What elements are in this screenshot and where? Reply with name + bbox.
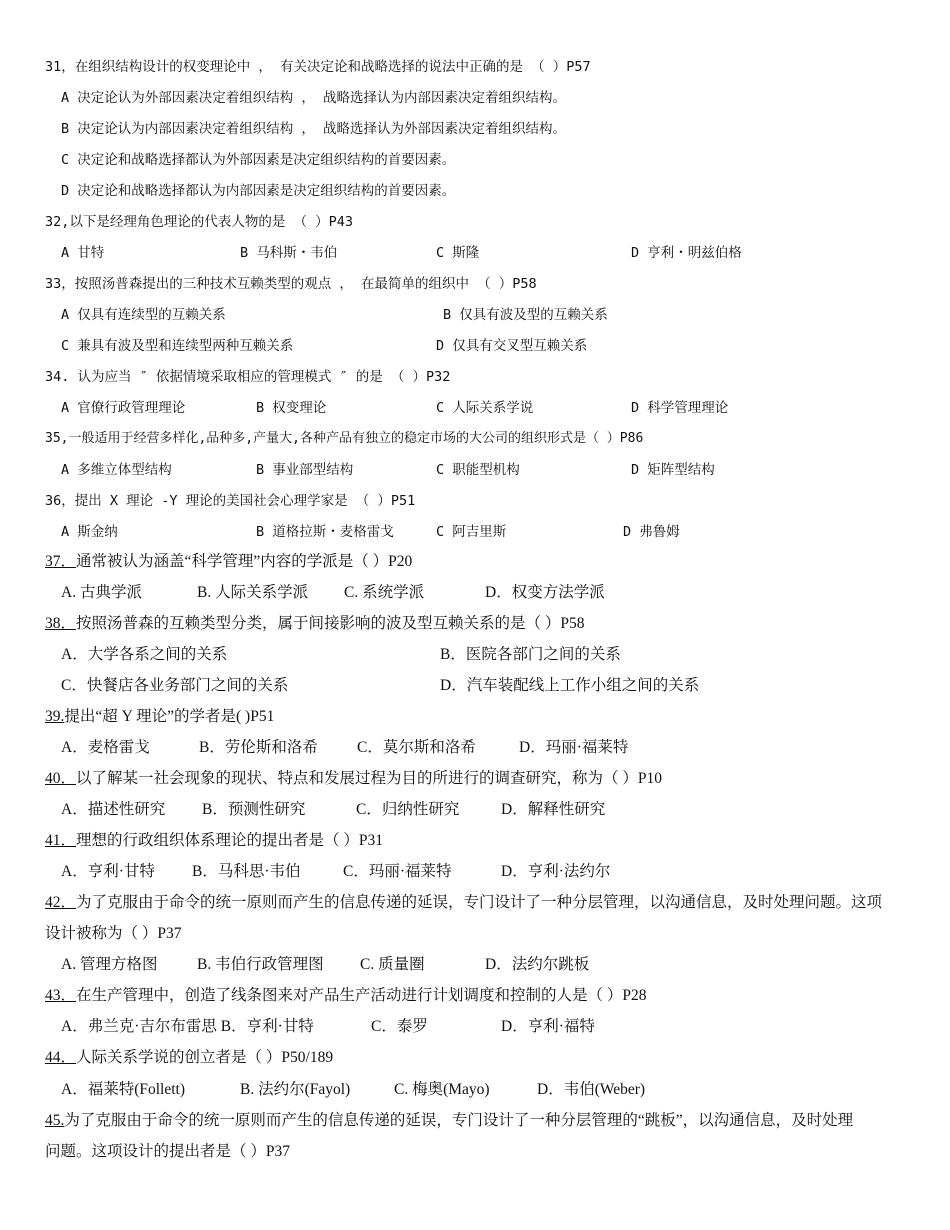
question-number: 43． [45,987,77,1004]
option-32-c: C 斯隆 [436,245,480,261]
option-32-b: B 马科斯・韦伯 [240,245,338,261]
option-40-b: B．预测性研究 [202,801,306,818]
question-number: 39. [45,708,65,725]
option-38-a: A．大学各系之间的关系 [61,646,228,663]
question-32: 32,以下是经理角色理论的代表人物的是 （ ）P43 [45,214,354,230]
question-number: 42． [45,894,77,911]
option-37-a: A. 古典学派 [61,584,142,601]
option-34-c: C 人际关系学说 [436,400,534,416]
question-44 [45,1048,333,1068]
option-38-c: C．快餐店各业务部门之间的关系 [61,677,289,694]
question-40 [45,769,662,789]
question-text: 按照汤普森的互赖类型分类，属于间接影响的波及型互赖关系的是（ ）P58 [76,615,585,632]
option-35-a: A 多维立体型结构 [61,462,172,478]
option-33-a: A 仅具有连续型的互赖关系 [61,307,226,323]
option-38-b: B．医院各部门之间的关系 [440,646,621,663]
question-text: 为了克服由于命令的统一原则而产生的信息传递的延误，专门设计了一种分层管理的“跳板”，以沟通信息，及时处理 [64,1112,854,1129]
option-37-c: C. 系统学派 [344,584,425,601]
option-35-c: C 职能型机构 [436,462,520,478]
option-36-b: B 道格拉斯・麦格雷戈 [256,524,394,540]
question-text: 在生产管理中，创造了线条图来对产品生产活动进行计划调度和控制的人是（ ）P28 [76,987,647,1004]
option-33-d: D 仅具有交叉型互赖关系 [436,338,588,354]
question-text: 理想的行政组织体系理论的提出者是（ ）P31 [76,832,384,849]
question-39 [45,707,274,727]
option-34-a: A 官僚行政管理理论 [61,400,186,416]
question-38 [45,614,585,634]
option-40-c: C．归纳性研究 [356,801,460,818]
option-37-d: D．权变方法学派 [485,584,605,601]
question-31: 31，在组织结构设计的权变理论中 ， 有关决定论和战略选择的说法中正确的是 （ ）P57 [45,59,591,75]
option-43-ab: A．弗兰克·吉尔布雷思 B．亨利·甘特 [61,1018,314,1035]
question-number: 44． [45,1049,77,1066]
question-number: 41． [45,832,77,849]
question-45 [45,1111,853,1131]
question-43 [45,986,647,1006]
option-35-b: B 事业部型结构 [256,462,354,478]
option-42-c: C. 质量圈 [360,956,425,973]
question-number: 37． [45,553,77,570]
option-33-b: B 仅具有波及型的互赖关系 [443,307,608,323]
question-36: 36，提出 X 理论 -Y 理论的美国社会心理学家是 （ ）P51 [45,493,416,509]
question-text: 以了解某一社会现象的现状、特点和发展过程为目的所进行的调查研究，称为（ ）P10 [76,770,663,787]
option-39-b: B．劳伦斯和洛希 [199,739,318,756]
option-40-d: D．解释性研究 [501,801,606,818]
option-44-a: A．福莱特(Follett) [61,1081,185,1098]
option-44-d: D．韦伯(Weber) [537,1081,646,1098]
option-43-d: D．亨利·福特 [501,1018,595,1035]
option-41-b: B．马科思·韦伯 [192,863,301,880]
option-41-d: D．亨利·法约尔 [501,863,611,880]
option-31-a: A 决定论认为外部因素决定着组织结构 ， 战略选择认为内部因素决定着组织结构。 [61,90,567,106]
option-35-d: D 矩阵型结构 [631,462,715,478]
question-34: 34. 认为应当 ″ 依据情境采取相应的管理模式 ″ 的是 （ ）P32 [45,369,451,385]
option-39-d: D．玛丽·福莱特 [519,739,629,756]
question-number: 45. [45,1112,65,1129]
option-44-c: C. 梅奥(Mayo) [394,1081,490,1098]
option-36-d: D 弗鲁姆 [623,524,680,540]
question-45-continued: 问题。这项设计的提出者是（ ）P37 [45,1143,290,1160]
option-32-d: D 亨利・明兹伯格 [631,245,742,261]
option-37-b: B. 人际关系学派 [197,584,309,601]
option-42-b: B. 韦伯行政管理图 [197,956,324,973]
question-33: 33，按照汤普森提出的三种技术互赖类型的观点 ， 在最简单的组织中 （ ）P58 [45,276,537,292]
option-31-c: C 决定论和战略选择都认为外部因素是决定组织结构的首要因素。 [61,152,456,168]
question-37 [45,552,412,572]
option-38-d: D．汽车装配线上工作小组之间的关系 [440,677,700,694]
option-36-c: C 阿吉里斯 [436,524,507,540]
option-42-a: A. 管理方格图 [61,956,158,973]
option-34-d: D 科学管理理论 [631,400,729,416]
question-text: 通常被认为涵盖“科学管理”内容的学派是（ ）P20 [76,553,413,570]
option-32-a: A 甘特 [61,245,105,261]
option-34-b: B 权变理论 [256,400,327,416]
option-39-c: C．莫尔斯和洛希 [357,739,476,756]
question-41 [45,831,383,851]
question-number: 38． [45,615,77,632]
option-41-c: C．玛丽·福莱特 [343,863,452,880]
question-42 [45,893,882,913]
option-31-b: B 决定论认为内部因素决定着组织结构 ， 战略选择认为外部因素决定着组织结构。 [61,121,567,137]
option-41-a: A．亨利·甘特 [61,863,155,880]
question-text: 提出“超 Y 理论”的学者是( )P51 [64,708,275,725]
question-42-continued: 设计被称为（ ）P37 [45,925,182,942]
question-35: 35,一般适用于经营多样化,品种多,产量大,各种产品有独立的稳定市场的大公司的组织形式是（ ）P86 [45,431,644,446]
option-40-a: A．描述性研究 [61,801,166,818]
option-33-c: C 兼具有波及型和连续型两种互赖关系 [61,338,294,354]
option-42-d: D．法约尔跳板 [485,956,590,973]
option-31-d: D 决定论和战略选择都认为内部因素是决定组织结构的首要因素。 [61,183,456,199]
question-text: 人际关系学说的创立者是（ ）P50/189 [76,1049,334,1066]
option-44-b: B. 法约尔(Fayol) [240,1081,351,1098]
question-number: 40． [45,770,77,787]
option-39-a: A．麦格雷戈 [61,739,150,756]
question-text: 为了克服由于命令的统一原则而产生的信息传递的延误，专门设计了一种分层管理，以沟通信息，及时处理问题。这项 [76,894,883,911]
option-36-a: A 斯金纳 [61,524,118,540]
option-43-c: C．泰罗 [371,1018,428,1035]
